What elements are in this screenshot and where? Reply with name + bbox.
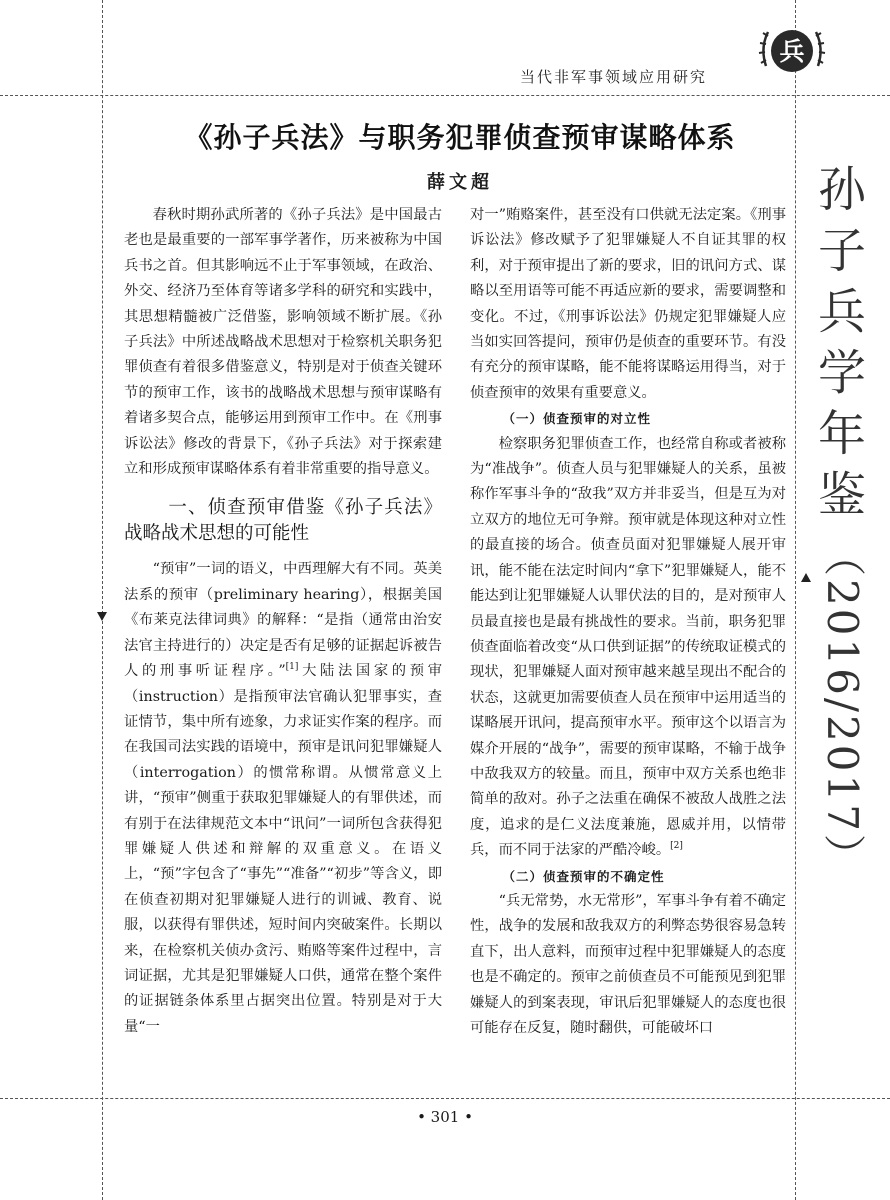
author-name: 薛文超 — [427, 172, 493, 193]
side-title-char: 孙 — [817, 162, 866, 218]
article-title: 《孙子兵法》与职务犯罪侦查预审谋略体系 — [184, 121, 736, 154]
crop-guide-top — [0, 95, 890, 96]
running-head: 当代非军事领域应用研究 — [520, 68, 708, 86]
subsection-heading: （一）侦查预审的对立性 — [502, 411, 652, 427]
footnote-ref: [2] — [670, 841, 683, 852]
crop-guide-bottom — [0, 1098, 890, 1099]
subsection-heading: （二）侦查预审的不确定性 — [502, 868, 665, 884]
yearbook-logo-icon — [756, 18, 828, 84]
body-paragraph — [124, 557, 442, 1040]
section-heading: 一、侦查预审借鉴《孙子兵法》战略战术思想的可能性 — [124, 497, 442, 545]
continued-paragraph: 对一”贿赂案件，甚至没有口供就无法定案。《刑事诉讼法》修改赋予了犯罪嫌疑人不自证其罪的权利，对于预审提出了新的要求，旧的讯问方式、谋略以至用语等可能不再适应新的要求，需要调整和变化。不过，《刑事诉讼法》仍规定犯罪嫌疑人应当如实回答提问，预审仍是侦查的重要环节。有没有充分的预审谋略，能不能将谋略运用得当，对于侦查预审的效果有重要意义。 — [470, 207, 786, 401]
side-title-char: 年 — [817, 406, 866, 462]
paragraph-text: 大陆法国家的预审（instruction）是指预审法官确认犯罪事实，查证情节，集中所有迹象，力求证实作案的程序。而在我国司法实践的语境中，预审是讯问犯罪嫌疑人（interrogation）的惯常称谓。从惯常意义上讲，“预审”侧重于获取犯罪嫌疑人的有罪供述，而有别于在法律规范文本中“讯问”一词所包含获得犯罪嫌疑人供述和辩解的双重意义。在语义上，“预”字包含了“事先”“准备”“初步”等含义，即在侦查初期对犯罪嫌疑人进行的训诫、教育、说服，以获得有罪供述，短时间内突破案件。长期以来，在检察机关侦办贪污、贿赂等案件过程中，言词证据，尤其是犯罪嫌疑人口供，通常在整个案件的证据链条体系里占据突出位置。特别是对于大量“一 — [124, 663, 442, 1035]
body-paragraph: “兵无常势，水无常形”，军事斗争有着不确定性，战争的发展和敌我双方的利弊态势很容易急转直下，出人意料，而预审过程中犯罪嫌疑人的态度也是不确定的。预审之前侦查员不可能预见到犯罪嫌疑人的到案表现，审讯后犯罪嫌疑人的态度也很可能存在反复，随时翻供，可能破坏口 — [470, 892, 786, 1036]
crop-guide-right — [795, 0, 796, 1200]
right-column — [470, 203, 786, 1041]
down-arrow-icon — [97, 612, 107, 621]
left-column — [124, 203, 442, 1040]
up-arrow-icon — [801, 573, 811, 582]
crop-guide-left — [102, 0, 103, 1200]
page-number: • 301 • — [417, 1108, 473, 1126]
intro-paragraph: 春秋时期孙武所著的《孙子兵法》是中国最古老也是最重要的一部军事学著作，历来被称为中国兵书之首。但其影响远不止于军事领域，在政治、外交、经济乃至体育等诸多学科的研究和实践中，其思想精髓被广泛借鉴，影响领域不断扩展。《孙子兵法》中所述战略战术思想对于检察机关职务犯罪侦查有着很多借鉴意义，特别是对于侦查关键环节的预审工作，该书的战略战术思想与预审谋略有着诸多契合点，能够运用到预审工作中。在《刑事诉讼法》修改的背景下，《孙子兵法》对于探索建立和形成预审谋略体系有着非常重要的指导意义。 — [124, 207, 442, 478]
paragraph-text: “预审”一词的语义，中西理解大有不同。英美法系的预审（preliminary hearing），根据美国《布莱克法律词典》的解释：“是指（通常由治安法官主持进行的）决定是否有足够的证据起诉被告人的刑事听证程序。” — [124, 561, 442, 680]
side-title-char: 学 — [817, 345, 866, 401]
side-title-char: 兵 — [817, 284, 866, 340]
svg-text:兵: 兵 — [779, 37, 805, 66]
side-title-year: （2016/2017） — [818, 534, 867, 879]
side-title-char: 鉴 — [817, 467, 866, 523]
yearbook-side-title — [812, 160, 872, 879]
paragraph-text: 检察职务犯罪侦查工作，也经常自称或者被称为“准战争”。侦查人员与犯罪嫌疑人的关系，虽被称作军事斗争的“敌我”双方并非妥当，但是互为对立双方的地位无可争辩。预审就是体现这种对立性的最直接的场合。侦查员面对犯罪嫌疑人展开审讯，能不能在法定时间内“拿下”犯罪嫌疑人，能不能达到让犯罪嫌疑人认罪伏法的目的，是对预审人员最直接也是最有挑战性的要求。当前，职务犯罪侦查面临着改变“从口供到证据”的传统取证模式的现状，犯罪嫌疑人面对预审越来越呈现出不配合的状态，这就更加需要侦查人员在预审中运用适当的谋略展开讯问，提高预审水平。预审这个以语言为媒介开展的“战争”，需要的预审谋略，不输于战争中敌我双方的较量。而且，预审中双方关系也绝非简单的敌对。孙子之法重在确保不被敌人战胜之法度，追求的是仁义法度兼施，恩威并用，以情带兵，而不同于法家的严酷冷峻。 — [470, 435, 786, 859]
side-title-char: 子 — [817, 223, 866, 279]
footnote-ref: [1] — [285, 662, 299, 673]
body-paragraph — [470, 432, 786, 864]
